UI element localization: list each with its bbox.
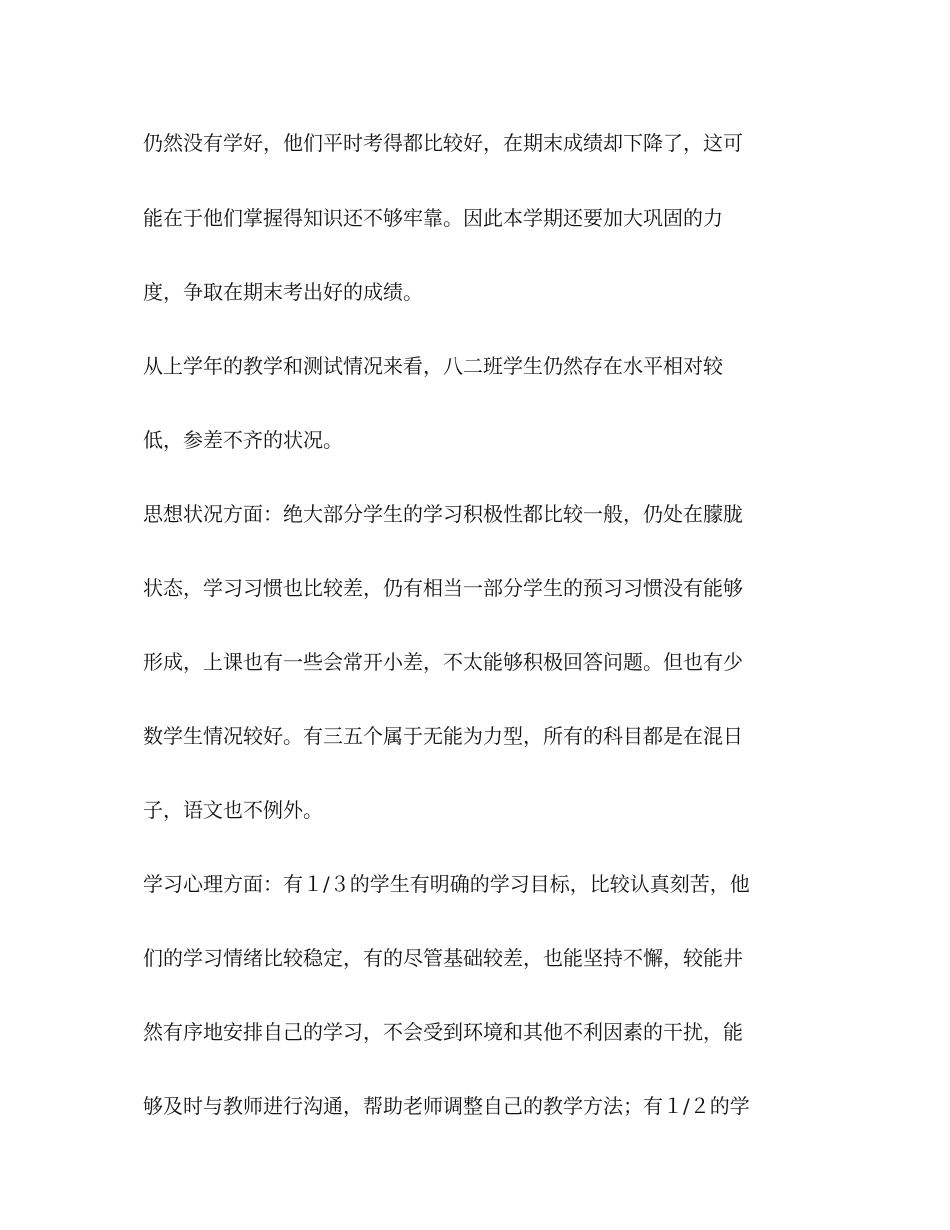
text-line: 们的学习情绪比较稳定，有的尽管基础较差，也能坚持不懈，较能井 (143, 946, 743, 970)
text-line: 能在于他们掌握得知识还不够牢靠。因此本学期还要加大巩固的力 (143, 206, 723, 230)
text-line: 状态，学习习惯也比较差，仍有相当一部分学生的预习习惯没有能够 (143, 576, 743, 600)
text-line: 度，争取在期末考出好的成绩。 (143, 280, 423, 304)
text-line: 然有序地安排自己的学习，不会受到环境和其他不利因素的干扰，能 (143, 1020, 743, 1044)
text-line: 学习心理方面：有１/３的学生有明确的学习目标，比较认真刻苦，他 (143, 872, 750, 896)
text-line: 低，参差不齐的状况。 (143, 428, 343, 452)
text-line: 从上学年的教学和测试情况来看，八二班学生仍然存在水平相对较 (143, 354, 723, 378)
text-line: 子，语文也不例外。 (143, 798, 323, 822)
text-line: 形成，上课也有一些会常开小差，不太能够积极回答问题。但也有少 (143, 650, 743, 674)
text-line: 够及时与教师进行沟通，帮助老师调整自己的教学方法；有１/２的学 (143, 1094, 750, 1118)
text-line: 思想状况方面：绝大部分学生的学习积极性都比较一般，仍处在朦胧 (143, 502, 743, 526)
text-line: 数学生情况较好。有三五个属于无能为力型，所有的科目都是在混日 (143, 724, 743, 748)
text-line: 仍然没有学好，他们平时考得都比较好，在期末成绩却下降了，这可 (143, 131, 743, 155)
